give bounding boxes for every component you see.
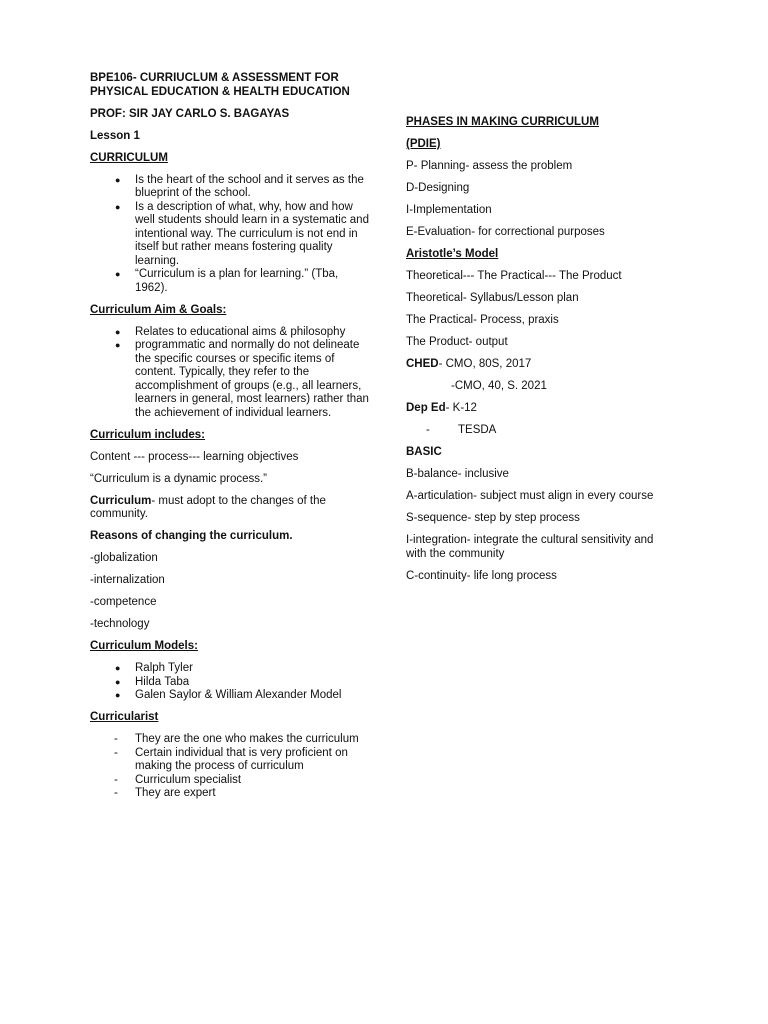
reason-item: -globalization bbox=[90, 552, 158, 564]
dynamic-quote: “Curriculum is a dynamic process.” bbox=[90, 472, 268, 485]
list-item: ● Is a description of what, why, how and how well students should learn in a systematic and intentional way. The curriculum is not end in itself but rather means fostering quality learning. bbox=[115, 200, 369, 267]
bullet-icon: ● bbox=[115, 690, 121, 700]
curriculum-heading: CURRICULUM bbox=[90, 151, 168, 164]
list-item: ● Is the heart of the school and it serves as the blueprint of the school. bbox=[115, 173, 364, 199]
basic-line: C-continuity- life long process bbox=[406, 569, 557, 582]
phase-item: P- Planning- assess the problem bbox=[406, 160, 573, 172]
list-item: - They are the one who makes the curriculum bbox=[114, 733, 359, 745]
dash-icon: - bbox=[114, 773, 118, 786]
list-item: ● Galen Saylor & William Alexander Model bbox=[115, 689, 342, 701]
dash-icon: - bbox=[114, 746, 118, 759]
bullet-icon: ● bbox=[115, 676, 121, 687]
basic-line: I-integration- integrate the cultural sensitivity and with the community bbox=[406, 534, 654, 560]
bullet-icon: ● bbox=[115, 269, 121, 279]
right-column bbox=[406, 116, 676, 592]
includes-text: Content --- process--- learning objectives bbox=[90, 450, 299, 463]
reason-item: -competence bbox=[90, 596, 157, 608]
course-title: BPE106- CURRIUCLUM & ASSESSMENT FOR PHYSICAL EDUCATION & HEALTH EDUCATION bbox=[90, 72, 350, 98]
lesson-label: Lesson 1 bbox=[90, 129, 140, 142]
basic-line: B-balance- inclusive bbox=[406, 468, 509, 480]
basic-line: A-articulation- subject must align in every course bbox=[406, 490, 654, 502]
bullet-icon: ● bbox=[115, 663, 121, 673]
curricularist-list bbox=[90, 733, 370, 801]
includes-heading: Curriculum includes: bbox=[90, 428, 206, 441]
phases-heading: PHASES IN MAKING CURRICULUM bbox=[406, 116, 599, 128]
aims-list bbox=[90, 326, 370, 421]
bullet-icon: ● bbox=[115, 174, 121, 185]
curricularist-heading: Curricularist bbox=[90, 711, 159, 723]
ched-line-2: -CMO, 40, S. 2021 bbox=[451, 380, 547, 392]
pdie-label: (PDIE) bbox=[406, 138, 441, 150]
aristotle-line: The Product- output bbox=[406, 336, 508, 348]
list-item: ● Relates to educational aims & philosophy bbox=[115, 325, 346, 338]
basic-heading: BASIC bbox=[406, 446, 442, 458]
dash-icon: - bbox=[114, 733, 118, 745]
professor-line: PROF: SIR JAY CARLO S. BAGAYAS bbox=[90, 107, 290, 120]
reasons-heading: Reasons of changing the curriculum. bbox=[90, 530, 293, 542]
bullet-icon: ● bbox=[115, 326, 121, 337]
basic-line: S-sequence- step by step process bbox=[406, 512, 580, 524]
dash-icon: - bbox=[114, 787, 118, 799]
list-item: - Curriculum specialist bbox=[114, 773, 242, 786]
phase-item: D-Designing bbox=[406, 182, 470, 194]
phase-item: I-Implementation bbox=[406, 204, 492, 216]
curriculum-list bbox=[90, 174, 370, 296]
aristotle-heading: Aristotle’s Model bbox=[406, 248, 499, 260]
deped-line: Dep Ed- K-12 bbox=[406, 402, 477, 414]
list-item: - Certain individual that is very proficient on making the process of curriculum bbox=[114, 746, 348, 772]
reason-item: -internalization bbox=[90, 574, 165, 586]
bullet-icon: ● bbox=[115, 340, 121, 350]
list-item: - They are expert bbox=[114, 787, 216, 799]
ched-line: CHED- CMO, 80S, 2017 bbox=[406, 358, 532, 370]
aristotle-line: Theoretical--- The Practical--- The Product bbox=[406, 270, 622, 282]
list-item: ● programmatic and normally do not delineate the specific courses or specific items of content. Typically, they refer to the accomplishment of groups (e.g., all learners, learners in general, most learners) rather than the achievement of individual learners. bbox=[115, 339, 369, 419]
dash-icon: - bbox=[426, 424, 430, 436]
reason-item: -technology bbox=[90, 618, 150, 630]
left-column bbox=[90, 72, 370, 809]
phase-item: E-Evaluation- for correctional purposes bbox=[406, 226, 605, 238]
bullet-icon: ● bbox=[115, 201, 121, 212]
aristotle-line: The Practical- Process, praxis bbox=[406, 314, 559, 326]
aims-heading: Curriculum Aim & Goals: bbox=[90, 303, 227, 316]
models-list bbox=[90, 662, 370, 703]
models-heading: Curriculum Models: bbox=[90, 640, 198, 652]
list-item: ● Hilda Taba bbox=[115, 675, 190, 688]
tesda-line: - TESDA bbox=[426, 424, 497, 436]
curriculum-definition: Curriculum- must adopt to the changes of the community. bbox=[90, 494, 326, 520]
list-item: ● Ralph Tyler bbox=[115, 662, 193, 674]
list-item: ● “Curriculum is a plan for learning.” (Tba, 1962). bbox=[115, 268, 339, 294]
aristotle-line: Theoretical- Syllabus/Lesson plan bbox=[406, 292, 579, 304]
